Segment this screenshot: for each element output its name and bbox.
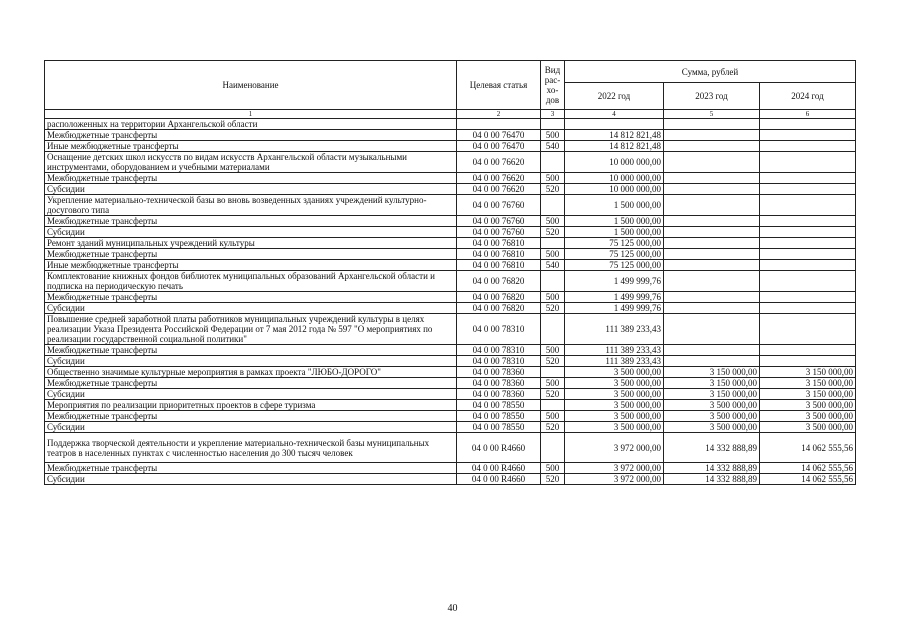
row-sum-2022-cell: 75 125 000,00	[565, 260, 664, 271]
row-sum-2022-cell: 10 000 000,00	[565, 184, 664, 195]
row-sum-2022-cell: 1 500 000,00	[565, 227, 664, 238]
row-sum-2022-cell: 3 500 000,00	[565, 389, 664, 400]
row-expense-type-cell	[541, 367, 565, 378]
row-name-cell: Субсидии	[45, 356, 457, 367]
row-sum-2022-cell: 10 000 000,00	[565, 173, 664, 184]
row-sum-2024-cell	[760, 141, 856, 152]
column-number: 1	[45, 110, 457, 119]
row-name-cell: Мероприятия по реализации приоритетных проектов в сфере туризма	[45, 400, 457, 411]
table-row	[45, 173, 856, 184]
row-sum-2022-cell: 111 389 233,43	[565, 356, 664, 367]
row-sum-2023-cell	[664, 303, 760, 314]
row-sum-2022-cell: 1 499 999,76	[565, 303, 664, 314]
row-name-cell: Субсидии	[45, 184, 457, 195]
row-sum-2023-cell: 14 332 888,89	[664, 463, 760, 474]
row-sum-2022-cell: 1 500 000,00	[565, 195, 664, 216]
table-row	[45, 345, 856, 356]
table-row	[45, 184, 856, 195]
row-sum-2022-cell: 75 125 000,00	[565, 249, 664, 260]
row-sum-2022-cell	[565, 119, 664, 130]
row-name-cell: Межбюджетные трансферты	[45, 292, 457, 303]
row-sum-2022-cell: 1 499 999,76	[565, 292, 664, 303]
table-row	[45, 314, 856, 345]
row-sum-2024-cell	[760, 173, 856, 184]
row-expense-type-cell: 540	[541, 141, 565, 152]
row-target-article-cell: 04 0 00 76470	[457, 141, 541, 152]
table-row	[45, 463, 856, 474]
row-expense-type-cell	[541, 400, 565, 411]
column-number: 3	[541, 110, 565, 119]
row-expense-type-cell	[541, 195, 565, 216]
column-number-row	[45, 110, 856, 119]
row-sum-2023-cell	[664, 292, 760, 303]
row-target-article-cell: 04 0 00 76470	[457, 130, 541, 141]
row-sum-2023-cell: 3 150 000,00	[664, 378, 760, 389]
row-expense-type-cell: 500	[541, 249, 565, 260]
row-name-cell: Ремонт зданий муниципальных учреждений культуры	[45, 238, 457, 249]
row-sum-2024-cell: 14 062 555,56	[760, 474, 856, 485]
header-expense-type: Вид рас-хо-дов	[541, 61, 565, 110]
row-name-cell: Субсидии	[45, 303, 457, 314]
row-name-cell: Межбюджетные трансферты	[45, 345, 457, 356]
budget-table	[44, 60, 856, 485]
row-name-cell: Субсидии	[45, 389, 457, 400]
column-number: 6	[760, 110, 856, 119]
row-target-article-cell: 04 0 00 78550	[457, 411, 541, 422]
row-target-article-cell: 04 0 00 76760	[457, 216, 541, 227]
row-name-cell: Межбюджетные трансферты	[45, 249, 457, 260]
row-target-article-cell: 04 0 00 76810	[457, 249, 541, 260]
row-sum-2023-cell: 3 500 000,00	[664, 400, 760, 411]
row-sum-2022-cell: 3 972 000,00	[565, 433, 664, 463]
row-expense-type-cell	[541, 119, 565, 130]
row-expense-type-cell: 520	[541, 356, 565, 367]
row-target-article-cell: 04 0 00 78360	[457, 367, 541, 378]
table-row	[45, 422, 856, 433]
table-row	[45, 378, 856, 389]
table-row	[45, 303, 856, 314]
row-sum-2024-cell	[760, 195, 856, 216]
row-sum-2022-cell: 14 812 821,48	[565, 130, 664, 141]
row-sum-2024-cell	[760, 249, 856, 260]
row-name-cell: Межбюджетные трансферты	[45, 216, 457, 227]
row-sum-2023-cell: 3 500 000,00	[664, 422, 760, 433]
row-target-article-cell: 04 0 00 76760	[457, 227, 541, 238]
row-sum-2022-cell: 3 972 000,00	[565, 474, 664, 485]
table-body	[45, 119, 856, 485]
row-expense-type-cell: 500	[541, 345, 565, 356]
table-row	[45, 119, 856, 130]
row-target-article-cell: 04 0 00 78360	[457, 378, 541, 389]
row-name-cell: Укрепление материально-технической базы во вновь возведенных зданиях учреждений культурно-досугового типа	[45, 195, 457, 216]
table-row	[45, 389, 856, 400]
row-expense-type-cell: 500	[541, 411, 565, 422]
table-row	[45, 367, 856, 378]
row-sum-2023-cell: 3 500 000,00	[664, 411, 760, 422]
row-sum-2022-cell: 75 125 000,00	[565, 238, 664, 249]
row-sum-2023-cell	[664, 152, 760, 173]
table-row	[45, 141, 856, 152]
page-number: 40	[447, 603, 458, 614]
row-sum-2023-cell	[664, 356, 760, 367]
table-row	[45, 292, 856, 303]
row-target-article-cell: 04 0 00 76620	[457, 173, 541, 184]
row-sum-2024-cell	[760, 292, 856, 303]
row-sum-2022-cell: 3 500 000,00	[565, 378, 664, 389]
table-row	[45, 195, 856, 216]
row-sum-2022-cell: 3 500 000,00	[565, 411, 664, 422]
table-row	[45, 271, 856, 292]
table-row	[45, 227, 856, 238]
table-row	[45, 249, 856, 260]
row-sum-2024-cell	[760, 130, 856, 141]
row-name-cell: Межбюджетные трансферты	[45, 411, 457, 422]
row-expense-type-cell	[541, 238, 565, 249]
row-sum-2024-cell	[760, 260, 856, 271]
row-sum-2023-cell: 3 150 000,00	[664, 389, 760, 400]
row-sum-2024-cell	[760, 271, 856, 292]
row-target-article-cell: 04 0 00 78310	[457, 314, 541, 345]
row-expense-type-cell: 520	[541, 303, 565, 314]
row-name-cell: Поддержка творческой деятельности и укрепление материально-технической базы муниципальных театров в населенных пунктах с численностью населения до 300 тысяч человек	[45, 433, 457, 463]
row-sum-2024-cell: 3 500 000,00	[760, 400, 856, 411]
row-name-cell: Оснащение детских школ искусств по видам искусств Архангельской области музыкальными инструментами, оборудованием и учебными материалами	[45, 152, 457, 173]
column-number: 5	[664, 110, 760, 119]
header-target-article: Целевая статья	[457, 61, 541, 110]
row-sum-2023-cell	[664, 249, 760, 260]
table-row	[45, 260, 856, 271]
row-target-article-cell: 04 0 00 78550	[457, 422, 541, 433]
row-target-article-cell: 04 0 00 R4660	[457, 463, 541, 474]
row-sum-2023-cell	[664, 195, 760, 216]
row-sum-2024-cell	[760, 345, 856, 356]
row-sum-2024-cell: 3 500 000,00	[760, 422, 856, 433]
row-expense-type-cell	[541, 314, 565, 345]
row-sum-2022-cell: 1 499 999,76	[565, 271, 664, 292]
table-row	[45, 474, 856, 485]
row-sum-2023-cell	[664, 260, 760, 271]
row-name-cell: Межбюджетные трансферты	[45, 378, 457, 389]
row-expense-type-cell: 500	[541, 292, 565, 303]
row-expense-type-cell: 520	[541, 422, 565, 433]
row-sum-2024-cell	[760, 356, 856, 367]
row-expense-type-cell: 520	[541, 474, 565, 485]
row-target-article-cell: 04 0 00 78360	[457, 389, 541, 400]
row-expense-type-cell: 520	[541, 184, 565, 195]
row-expense-type-cell	[541, 433, 565, 463]
row-target-article-cell: 04 0 00 76820	[457, 292, 541, 303]
row-sum-2022-cell: 3 500 000,00	[565, 400, 664, 411]
row-sum-2024-cell	[760, 184, 856, 195]
row-sum-2022-cell: 3 972 000,00	[565, 463, 664, 474]
row-sum-2023-cell	[664, 216, 760, 227]
row-name-cell: Повышение средней заработной платы работников муниципальных учреждений культуры в целях реализации Указа Президента Российской Федерации от 7 мая 2012 года № 597 "О мероприятиях по реализации государственной социальной политики"	[45, 314, 457, 345]
row-sum-2022-cell: 111 389 233,43	[565, 345, 664, 356]
row-sum-2024-cell: 3 500 000,00	[760, 411, 856, 422]
header-year-2024: 2024 год	[760, 83, 856, 110]
row-sum-2024-cell: 14 062 555,56	[760, 463, 856, 474]
row-name-cell: Межбюджетные трансферты	[45, 463, 457, 474]
row-sum-2023-cell	[664, 314, 760, 345]
row-sum-2024-cell	[760, 314, 856, 345]
row-expense-type-cell	[541, 271, 565, 292]
row-target-article-cell: 04 0 00 R4660	[457, 433, 541, 463]
row-sum-2023-cell: 14 332 888,89	[664, 433, 760, 463]
row-sum-2024-cell: 3 150 000,00	[760, 378, 856, 389]
row-sum-2023-cell	[664, 238, 760, 249]
row-sum-2024-cell	[760, 227, 856, 238]
row-sum-2023-cell	[664, 345, 760, 356]
row-expense-type-cell: 500	[541, 378, 565, 389]
row-sum-2023-cell: 14 332 888,89	[664, 474, 760, 485]
row-target-article-cell: 04 0 00 76620	[457, 152, 541, 173]
row-expense-type-cell	[541, 152, 565, 173]
row-target-article-cell: 04 0 00 76820	[457, 303, 541, 314]
table-row	[45, 152, 856, 173]
row-target-article-cell: 04 0 00 76810	[457, 260, 541, 271]
row-name-cell: Комплектование книжных фондов библиотек муниципальных образований Архангельской области и подписка на периодическую печать	[45, 271, 457, 292]
header-sum: Сумма, рублей	[565, 61, 856, 83]
row-target-article-cell: 04 0 00 R4660	[457, 474, 541, 485]
row-sum-2024-cell: 3 150 000,00	[760, 389, 856, 400]
row-name-cell: Межбюджетные трансферты	[45, 130, 457, 141]
row-sum-2023-cell	[664, 119, 760, 130]
row-target-article-cell: 04 0 00 78550	[457, 400, 541, 411]
row-expense-type-cell: 520	[541, 227, 565, 238]
row-sum-2024-cell: 3 150 000,00	[760, 367, 856, 378]
row-target-article-cell: 04 0 00 76760	[457, 195, 541, 216]
row-sum-2022-cell: 1 500 000,00	[565, 216, 664, 227]
row-sum-2022-cell: 111 389 233,43	[565, 314, 664, 345]
row-sum-2022-cell: 3 500 000,00	[565, 422, 664, 433]
row-target-article-cell	[457, 119, 541, 130]
row-sum-2023-cell: 3 150 000,00	[664, 367, 760, 378]
row-sum-2023-cell	[664, 184, 760, 195]
row-sum-2024-cell	[760, 152, 856, 173]
table-row	[45, 216, 856, 227]
header-name: Наименование	[45, 61, 457, 110]
row-sum-2023-cell	[664, 130, 760, 141]
row-name-cell: Иные межбюджетные трансферты	[45, 141, 457, 152]
table-row	[45, 433, 856, 463]
row-name-cell: Общественно значимые культурные мероприятия в рамках проекта "ЛЮБО-ДОРОГО"	[45, 367, 457, 378]
header-year-2023: 2023 год	[664, 83, 760, 110]
column-number: 2	[457, 110, 541, 119]
row-sum-2024-cell	[760, 303, 856, 314]
row-expense-type-cell: 500	[541, 216, 565, 227]
row-sum-2023-cell	[664, 271, 760, 292]
row-expense-type-cell: 520	[541, 389, 565, 400]
row-sum-2022-cell: 10 000 000,00	[565, 152, 664, 173]
row-sum-2024-cell	[760, 216, 856, 227]
table-row	[45, 411, 856, 422]
row-sum-2023-cell	[664, 173, 760, 184]
row-sum-2023-cell	[664, 227, 760, 238]
row-sum-2022-cell: 3 500 000,00	[565, 367, 664, 378]
row-name-cell: Межбюджетные трансферты	[45, 173, 457, 184]
row-sum-2023-cell	[664, 141, 760, 152]
row-expense-type-cell: 500	[541, 463, 565, 474]
row-sum-2024-cell: 14 062 555,56	[760, 433, 856, 463]
header-year-2022: 2022 год	[565, 83, 664, 110]
row-target-article-cell: 04 0 00 76820	[457, 271, 541, 292]
row-sum-2022-cell: 14 812 821,48	[565, 141, 664, 152]
table-row	[45, 400, 856, 411]
row-expense-type-cell: 500	[541, 130, 565, 141]
row-sum-2024-cell	[760, 238, 856, 249]
row-name-cell: Субсидии	[45, 474, 457, 485]
column-number: 4	[565, 110, 664, 119]
row-name-cell: Субсидии	[45, 227, 457, 238]
row-name-cell: Иные межбюджетные трансферты	[45, 260, 457, 271]
row-expense-type-cell: 540	[541, 260, 565, 271]
table-row	[45, 356, 856, 367]
row-target-article-cell: 04 0 00 78310	[457, 345, 541, 356]
row-expense-type-cell: 500	[541, 173, 565, 184]
table-row	[45, 238, 856, 249]
row-name-cell: Субсидии	[45, 422, 457, 433]
row-sum-2024-cell	[760, 119, 856, 130]
row-target-article-cell: 04 0 00 76810	[457, 238, 541, 249]
row-target-article-cell: 04 0 00 78310	[457, 356, 541, 367]
row-name-cell: расположенных на территории Архангельской области	[45, 119, 457, 130]
table-row	[45, 130, 856, 141]
row-target-article-cell: 04 0 00 76620	[457, 184, 541, 195]
